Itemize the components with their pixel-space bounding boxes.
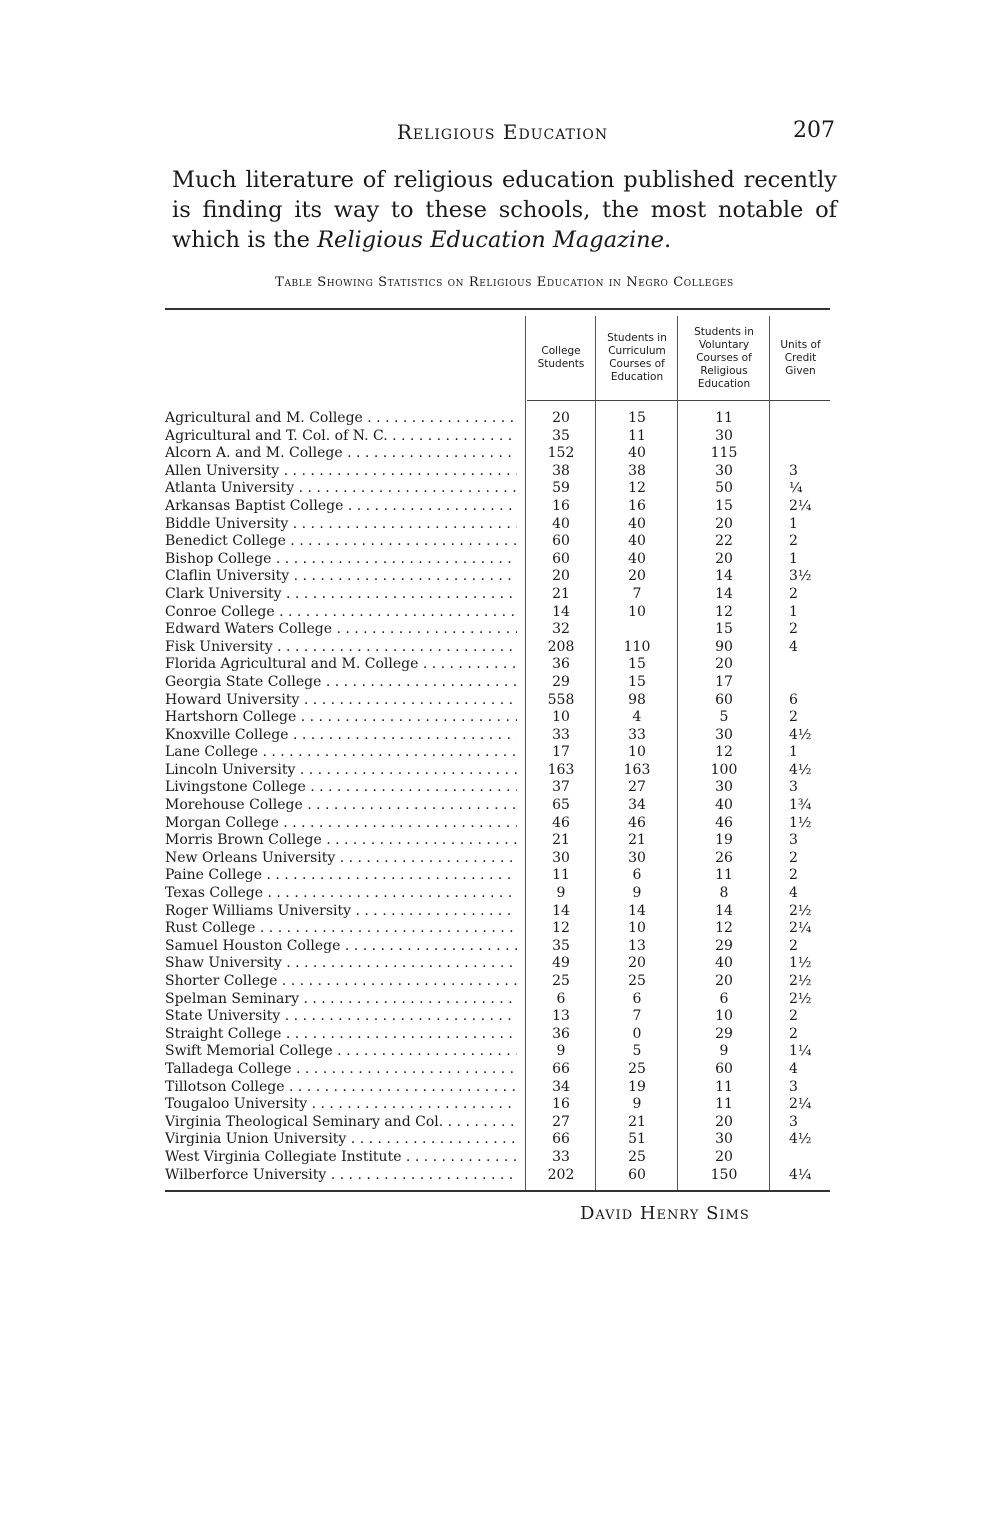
curriculum-students-cell: 46 <box>628 814 646 831</box>
curriculum-students-cell: 21 <box>628 1113 646 1130</box>
voluntary-students-cell: 30 <box>715 726 733 743</box>
table-row <box>165 445 830 463</box>
voluntary-students-cell: 14 <box>715 902 733 919</box>
curriculum-students-cell: 21 <box>628 832 646 849</box>
credit-units-cell: 2 <box>789 849 798 866</box>
curriculum-students-cell: 13 <box>628 937 646 954</box>
curriculum-students-cell: 6 <box>632 990 642 1007</box>
credit-units-cell: 2½ <box>789 990 812 1007</box>
running-title: Religious Education <box>396 120 609 144</box>
college-name: Hartshorn College . . . <box>165 709 517 727</box>
voluntary-students-cell: 30 <box>715 462 733 479</box>
table-row <box>165 744 830 762</box>
curriculum-students-cell: 25 <box>628 1060 646 1077</box>
table-row <box>165 885 830 903</box>
college-name: Shaw University . . . <box>165 955 517 973</box>
curriculum-students-cell: 10 <box>628 744 646 761</box>
table-row <box>165 762 830 780</box>
college-name: Morris Brown College . . . <box>165 832 517 850</box>
curriculum-students-cell: 4 <box>632 709 642 726</box>
paragraph-text: Much literature of religious education published recently is finding its way to these schools, the most notable of which is the <box>172 167 837 253</box>
college-name: Howard University . . . <box>165 692 517 710</box>
statistics-table <box>165 308 830 1192</box>
college-name: Paine College . . . <box>165 867 517 885</box>
voluntary-students-cell: 15 <box>715 497 733 514</box>
college-name: Roger Williams University . . . <box>165 903 517 921</box>
credit-units-cell: 1½ <box>789 955 812 972</box>
voluntary-students-cell: 46 <box>715 814 733 831</box>
college-students-cell: 9 <box>556 885 566 902</box>
college-students-cell: 66 <box>552 1131 570 1148</box>
college-students-cell: 33 <box>552 726 570 743</box>
voluntary-students-cell: 20 <box>715 515 733 532</box>
credit-units-cell: 2 <box>789 1008 798 1025</box>
voluntary-students-cell: 30 <box>715 779 733 796</box>
credit-units-cell: 2½ <box>789 902 812 919</box>
credit-units-cell: 3 <box>789 779 798 796</box>
table-row <box>165 991 830 1009</box>
curriculum-students-cell: 40 <box>628 550 646 567</box>
college-name: Fisk University . . . <box>165 639 517 657</box>
voluntary-students-cell: 11 <box>715 867 733 884</box>
curriculum-students-cell: 20 <box>628 568 646 585</box>
curriculum-students-cell: 25 <box>628 973 646 989</box>
credit-units-cell: 3 <box>789 832 798 849</box>
curriculum-students-cell: 98 <box>628 691 646 708</box>
voluntary-students-cell: 12 <box>715 603 733 620</box>
college-students-cell: 33 <box>552 1148 570 1165</box>
table-row <box>165 1061 830 1079</box>
table-row <box>165 533 830 551</box>
college-name: Livingstone College . . . <box>165 779 517 797</box>
voluntary-students-cell: 12 <box>715 920 733 937</box>
college-students-cell: 16 <box>552 1096 570 1113</box>
curriculum-students-cell: 7 <box>632 1008 642 1025</box>
credit-units-cell: 4 <box>789 638 798 655</box>
college-name: State University . . . <box>165 1008 517 1026</box>
table-row <box>165 727 830 745</box>
college-name: Conroe College . . . <box>165 604 517 622</box>
college-students-cell: 36 <box>552 1025 570 1042</box>
table-row <box>165 480 830 498</box>
college-students-cell: 35 <box>552 427 570 444</box>
college-name: Rust College . . . <box>165 920 517 938</box>
voluntary-students-cell: 26 <box>715 849 733 866</box>
college-students-cell: 34 <box>552 1078 570 1095</box>
table-row <box>165 938 830 956</box>
table-row <box>165 656 830 674</box>
table-row <box>165 973 830 991</box>
college-name: Atlanta University . . . <box>165 480 517 498</box>
college-name: Texas College . . . <box>165 885 517 903</box>
table-body <box>165 410 830 1184</box>
college-students-cell: 65 <box>552 797 570 814</box>
voluntary-students-cell: 19 <box>715 832 733 849</box>
table-row <box>165 410 830 428</box>
college-students-cell: 10 <box>552 709 570 726</box>
voluntary-students-cell: 12 <box>715 744 733 761</box>
college-students-cell: 12 <box>552 920 570 937</box>
college-students-cell: 13 <box>552 1008 570 1025</box>
college-students-cell: 208 <box>547 638 575 655</box>
credit-units-cell: 1 <box>789 744 798 761</box>
credit-units-cell: 1 <box>789 515 798 532</box>
voluntary-students-cell: 40 <box>715 797 733 814</box>
voluntary-students-cell: 29 <box>715 1025 733 1042</box>
college-name: Bishop College . . . <box>165 551 517 569</box>
credit-units-cell: 2¼ <box>789 1096 812 1113</box>
credit-units-cell: 4½ <box>789 1131 812 1148</box>
college-students-cell: 163 <box>547 761 575 778</box>
voluntary-students-cell: 5 <box>719 709 729 726</box>
college-name: West Virginia Collegiate Institute . . . <box>165 1149 517 1167</box>
magazine-title: Religious Education Magazine <box>317 227 664 253</box>
table-row <box>165 903 830 921</box>
college-students-cell: 38 <box>552 462 570 479</box>
table-row <box>165 867 830 885</box>
college-name: Georgia State College . . . <box>165 674 517 692</box>
college-name: Benedict College . . . <box>165 533 517 551</box>
table-row <box>165 1167 830 1185</box>
table-row <box>165 568 830 586</box>
college-name: Agricultural and M. College . . . <box>165 410 517 428</box>
college-name: Shorter College . . . <box>165 973 517 991</box>
curriculum-students-cell: 40 <box>628 445 646 462</box>
college-students-cell: 17 <box>552 744 570 761</box>
table-row <box>165 586 830 604</box>
intro-paragraph <box>172 165 837 255</box>
curriculum-students-cell: 40 <box>628 533 646 550</box>
voluntary-students-cell: 10 <box>715 1008 733 1025</box>
college-name: Biddle University . . . <box>165 516 517 534</box>
college-name: Knoxville College . . . <box>165 727 517 745</box>
credit-units-cell: 3 <box>789 1078 798 1095</box>
college-name: Claflin University . . . <box>165 568 517 586</box>
college-students-cell: 6 <box>556 990 566 1007</box>
table-top-rule <box>165 308 830 310</box>
table-row <box>165 955 830 973</box>
curriculum-students-cell: 163 <box>623 761 651 778</box>
credit-units-cell: 3½ <box>789 568 812 585</box>
college-students-cell: 36 <box>552 656 570 673</box>
college-name: Virginia Union University . . . <box>165 1131 517 1149</box>
table-row <box>165 1131 830 1149</box>
curriculum-students-cell: 38 <box>628 462 646 479</box>
credit-units-cell: 2¼ <box>789 920 812 937</box>
table-row <box>165 639 830 657</box>
college-students-cell: 25 <box>552 973 570 989</box>
college-students-cell: 558 <box>547 691 575 708</box>
voluntary-students-cell: 150 <box>710 1166 738 1183</box>
college-name: Swift Memorial College . . . <box>165 1043 517 1061</box>
curriculum-students-cell: 15 <box>628 410 646 426</box>
college-students-cell: 29 <box>552 673 570 690</box>
table-row <box>165 1096 830 1114</box>
credit-units-cell: 4 <box>789 885 798 902</box>
college-students-cell: 46 <box>552 814 570 831</box>
table-row <box>165 463 830 481</box>
table-row <box>165 516 830 534</box>
college-name: New Orleans University . . . <box>165 850 517 868</box>
curriculum-students-cell: 33 <box>628 726 646 743</box>
credit-units-cell: 3 <box>789 1113 798 1130</box>
college-name: Tillotson College . . . <box>165 1079 517 1097</box>
credit-units-cell: 2¼ <box>789 497 812 514</box>
author-signature: David Henry Sims <box>580 1203 750 1224</box>
table-row <box>165 1008 830 1026</box>
college-students-cell: 9 <box>556 1043 566 1060</box>
credit-units-cell: 4 <box>789 1060 798 1077</box>
curriculum-students-cell: 15 <box>628 673 646 690</box>
voluntary-students-cell: 11 <box>715 410 733 426</box>
credit-units-cell: 2 <box>789 709 798 726</box>
voluntary-students-cell: 100 <box>710 761 738 778</box>
voluntary-students-cell: 60 <box>715 691 733 708</box>
table-header-rule <box>527 400 830 401</box>
voluntary-students-cell: 90 <box>715 638 733 655</box>
voluntary-students-cell: 17 <box>715 673 733 690</box>
college-name: Arkansas Baptist College . . . <box>165 498 517 516</box>
college-students-cell: 14 <box>552 902 570 919</box>
curriculum-students-cell: 27 <box>628 779 646 796</box>
college-name: Wilberforce University . . . <box>165 1167 517 1185</box>
table-row <box>165 674 830 692</box>
college-name: Straight College . . . <box>165 1026 517 1044</box>
curriculum-students-cell: 16 <box>628 497 646 514</box>
page-number: 207 <box>793 118 835 143</box>
credit-units-cell: 2 <box>789 937 798 954</box>
college-students-cell: 27 <box>552 1113 570 1130</box>
curriculum-students-cell: 5 <box>632 1043 642 1060</box>
voluntary-students-cell: 20 <box>715 550 733 567</box>
college-name: Talladega College . . . <box>165 1061 517 1079</box>
table-caption: Table Showing Statistics on Religious Education in Negro Colleges <box>275 275 734 290</box>
curriculum-students-cell: 30 <box>628 849 646 866</box>
credit-units-cell: 2 <box>789 585 798 602</box>
college-students-cell: 152 <box>547 445 575 462</box>
credit-units-cell: 2 <box>789 1025 798 1042</box>
college-name: Alcorn A. and M. College . . . <box>165 445 517 463</box>
college-students-cell: 35 <box>552 937 570 954</box>
college-students-cell: 32 <box>552 621 570 638</box>
credit-units-cell: 4½ <box>789 761 812 778</box>
table-row <box>165 1114 830 1132</box>
credit-units-cell: 4½ <box>789 726 812 743</box>
credit-units-cell: ¼ <box>789 480 803 497</box>
college-name: Lane College . . . <box>165 744 517 762</box>
voluntary-students-cell: 14 <box>715 585 733 602</box>
column-header-college-students: College Students <box>537 345 585 370</box>
college-students-cell: 21 <box>552 832 570 849</box>
college-name: Virginia Theological Seminary and Col. . . . <box>165 1114 517 1132</box>
voluntary-students-cell: 50 <box>715 480 733 497</box>
table-row <box>165 920 830 938</box>
voluntary-students-cell: 29 <box>715 937 733 954</box>
table-row <box>165 692 830 710</box>
table-row <box>165 621 830 639</box>
table-row <box>165 1043 830 1061</box>
credit-units-cell: 1 <box>789 550 798 567</box>
college-students-cell: 14 <box>552 603 570 620</box>
curriculum-students-cell: 0 <box>632 1025 642 1042</box>
curriculum-students-cell: 19 <box>628 1078 646 1095</box>
table-row <box>165 832 830 850</box>
credit-units-cell: 1¼ <box>789 1043 812 1060</box>
college-name: Morehouse College . . . <box>165 797 517 815</box>
voluntary-students-cell: 20 <box>715 1113 733 1130</box>
credit-units-cell: 2 <box>789 533 798 550</box>
table-row <box>165 709 830 727</box>
table-row <box>165 797 830 815</box>
voluntary-students-cell: 30 <box>715 427 733 444</box>
column-header-credit: Units of Credit Given <box>780 338 821 377</box>
voluntary-students-cell: 8 <box>719 885 729 902</box>
table-row <box>165 1026 830 1044</box>
curriculum-students-cell: 6 <box>632 867 642 884</box>
college-name: Allen University . . . <box>165 463 517 481</box>
credit-units-cell: 2 <box>789 621 798 638</box>
curriculum-students-cell: 60 <box>628 1166 646 1183</box>
college-students-cell: 20 <box>552 568 570 585</box>
college-name: Agricultural and T. Col. of N. C. . . . <box>165 428 517 446</box>
college-students-cell: 37 <box>552 779 570 796</box>
voluntary-students-cell: 20 <box>715 973 733 989</box>
curriculum-students-cell: 110 <box>623 638 651 655</box>
curriculum-students-cell: 51 <box>628 1131 646 1148</box>
college-students-cell: 20 <box>552 410 570 426</box>
table-row <box>165 604 830 622</box>
college-students-cell: 60 <box>552 550 570 567</box>
table-row <box>165 498 830 516</box>
credit-units-cell: 6 <box>789 691 798 708</box>
credit-units-cell: 4¼ <box>789 1166 812 1183</box>
table-row <box>165 551 830 569</box>
page-header <box>170 116 835 148</box>
voluntary-students-cell: 115 <box>710 445 738 462</box>
college-students-cell: 30 <box>552 849 570 866</box>
college-students-cell: 11 <box>552 867 570 884</box>
credit-units-cell: 2 <box>789 867 798 884</box>
voluntary-students-cell: 22 <box>715 533 733 550</box>
voluntary-students-cell: 40 <box>715 955 733 972</box>
college-name: Morgan College . . . <box>165 815 517 833</box>
curriculum-students-cell: 9 <box>632 1096 642 1113</box>
table-row <box>165 428 830 446</box>
curriculum-students-cell: 10 <box>628 920 646 937</box>
credit-units-cell: 3 <box>789 462 798 479</box>
college-name: Spelman Seminary . . . <box>165 991 517 1009</box>
curriculum-students-cell: 40 <box>628 515 646 532</box>
voluntary-students-cell: 6 <box>719 990 729 1007</box>
table-row <box>165 850 830 868</box>
curriculum-students-cell: 20 <box>628 955 646 972</box>
column-header-voluntary: Students in Voluntary Courses of Religious Education <box>694 325 754 390</box>
college-students-cell: 202 <box>547 1166 575 1183</box>
paragraph-end: . <box>663 227 672 253</box>
college-name: Tougaloo University . . . <box>165 1096 517 1114</box>
curriculum-students-cell: 9 <box>632 885 642 902</box>
college-name: Florida Agricultural and M. College . . . <box>165 656 517 674</box>
table-row <box>165 1079 830 1097</box>
table-bottom-rule <box>165 1190 830 1192</box>
college-name: Edward Waters College . . . <box>165 621 517 639</box>
college-students-cell: 66 <box>552 1060 570 1077</box>
college-students-cell: 16 <box>552 497 570 514</box>
curriculum-students-cell: 15 <box>628 656 646 673</box>
voluntary-students-cell: 14 <box>715 568 733 585</box>
college-name: Clark University . . . <box>165 586 517 604</box>
college-students-cell: 40 <box>552 515 570 532</box>
credit-units-cell: 1½ <box>789 814 812 831</box>
credit-units-cell: 1¾ <box>789 797 812 814</box>
credit-units-cell: 1 <box>789 603 798 620</box>
table-row <box>165 1149 830 1167</box>
curriculum-students-cell: 10 <box>628 603 646 620</box>
column-header-curriculum: Students in Curriculum Courses of Education <box>607 332 667 383</box>
credit-units-cell: 2½ <box>789 973 812 989</box>
voluntary-students-cell: 60 <box>715 1060 733 1077</box>
voluntary-students-cell: 15 <box>715 621 733 638</box>
curriculum-students-cell: 25 <box>628 1148 646 1165</box>
college-students-cell: 49 <box>552 955 570 972</box>
table-row <box>165 815 830 833</box>
voluntary-students-cell: 11 <box>715 1078 733 1095</box>
voluntary-students-cell: 20 <box>715 656 733 673</box>
college-name: Samuel Houston College . . . <box>165 938 517 956</box>
voluntary-students-cell: 11 <box>715 1096 733 1113</box>
college-students-cell: 60 <box>552 533 570 550</box>
college-students-cell: 21 <box>552 585 570 602</box>
college-name: Lincoln University . . . <box>165 762 517 780</box>
curriculum-students-cell: 34 <box>628 797 646 814</box>
voluntary-students-cell: 9 <box>719 1043 729 1060</box>
curriculum-students-cell: 14 <box>628 902 646 919</box>
curriculum-students-cell: 7 <box>632 585 642 602</box>
voluntary-students-cell: 20 <box>715 1148 733 1165</box>
table-row <box>165 779 830 797</box>
curriculum-students-cell: 11 <box>628 427 646 444</box>
voluntary-students-cell: 30 <box>715 1131 733 1148</box>
curriculum-students-cell: 12 <box>628 480 646 497</box>
college-students-cell: 59 <box>552 480 570 497</box>
